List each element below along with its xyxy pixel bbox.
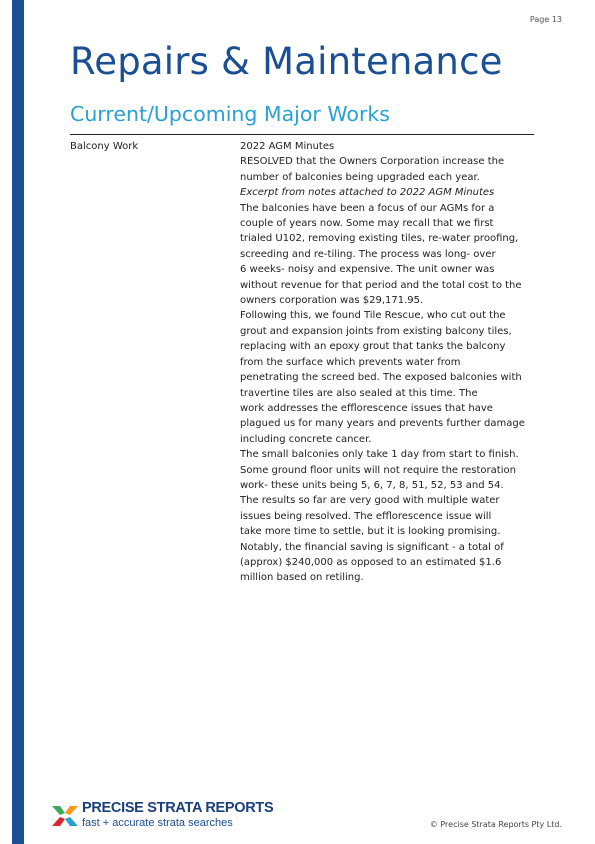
content-line: from the surface which prevents water from	[240, 356, 461, 368]
content-line: trialed U102, removing existing tiles, re-water proofing,	[240, 233, 519, 245]
section-divider	[70, 134, 534, 135]
content-line: The small balconies only take 1 day from start to finish.	[240, 449, 519, 461]
content-line: The balconies have been a focus of our AGMs for a	[240, 202, 495, 214]
content-line: million based on retiling.	[240, 572, 364, 584]
content-line: The results so far are very good with multiple water	[240, 495, 500, 507]
content-line: Following this, we found Tile Rescue, who cut out the	[240, 310, 506, 322]
content-line: grout and expansion joints from existing balcony tiles,	[240, 325, 512, 337]
content-line: 2022 AGM Minutes	[240, 141, 335, 152]
content-line: travertine tiles are also sealed at this time. The	[240, 387, 478, 399]
copyright-notice: © Precise Strata Reports Pty Ltd.	[429, 820, 562, 829]
section-subtitle: Current/Upcoming Major Works	[70, 102, 390, 126]
content-line: Some ground floor units will not require the restoration	[240, 464, 516, 476]
content-line: without revenue for that period and the total cost to the	[240, 279, 522, 291]
content-line: work- these units being 5, 6, 7, 8, 51, 52, 53 and 54.	[240, 479, 504, 491]
content-line: number of balconies being upgraded each year.	[240, 171, 480, 183]
content-line: couple of years now. Some may recall that we first	[240, 218, 494, 230]
page-title: Repairs & Maintenance	[70, 40, 503, 83]
content-line: replacing with an epoxy grout that tanks the balcony	[240, 341, 506, 353]
content-line: work addresses the efflorescence issues that have	[240, 402, 493, 414]
content-line: owners corporation was $29,171.95.	[240, 295, 424, 307]
content-line: Excerpt from notes attached to 2022 AGM Minutes	[240, 187, 495, 199]
side-accent-bar	[12, 0, 24, 844]
page-number: Page 13	[529, 15, 562, 24]
item-label: Balcony Work	[70, 141, 139, 152]
content-line: RESOLVED that the Owners Corporation increase the	[240, 156, 505, 168]
content-line: screeding and re-tiling. The process was long- over	[240, 248, 496, 260]
item-description	[240, 139, 530, 586]
content-line: take more time to settle, but it is looking promising.	[240, 526, 501, 538]
company-logo	[50, 800, 274, 832]
logo-mark-icon	[50, 800, 80, 830]
logo-name: PRECISE STRATA REPORTS	[82, 800, 274, 816]
logo-tagline: fast + accurate strata searches	[82, 817, 233, 829]
content-line: (approx) $240,000 as opposed to an estimated $1.6	[240, 556, 502, 568]
content-line: issues being resolved. The efflorescence issue will	[240, 510, 492, 522]
content-line: 6 weeks- noisy and expensive. The unit owner was	[240, 264, 495, 276]
content-line: penetrating the screed bed. The exposed balconies with	[240, 372, 522, 384]
content-line: Notably, the financial saving is significant - a total of	[240, 541, 504, 553]
content-line: plagued us for many years and prevents further damage	[240, 418, 525, 430]
content-line: including concrete cancer.	[240, 433, 372, 445]
